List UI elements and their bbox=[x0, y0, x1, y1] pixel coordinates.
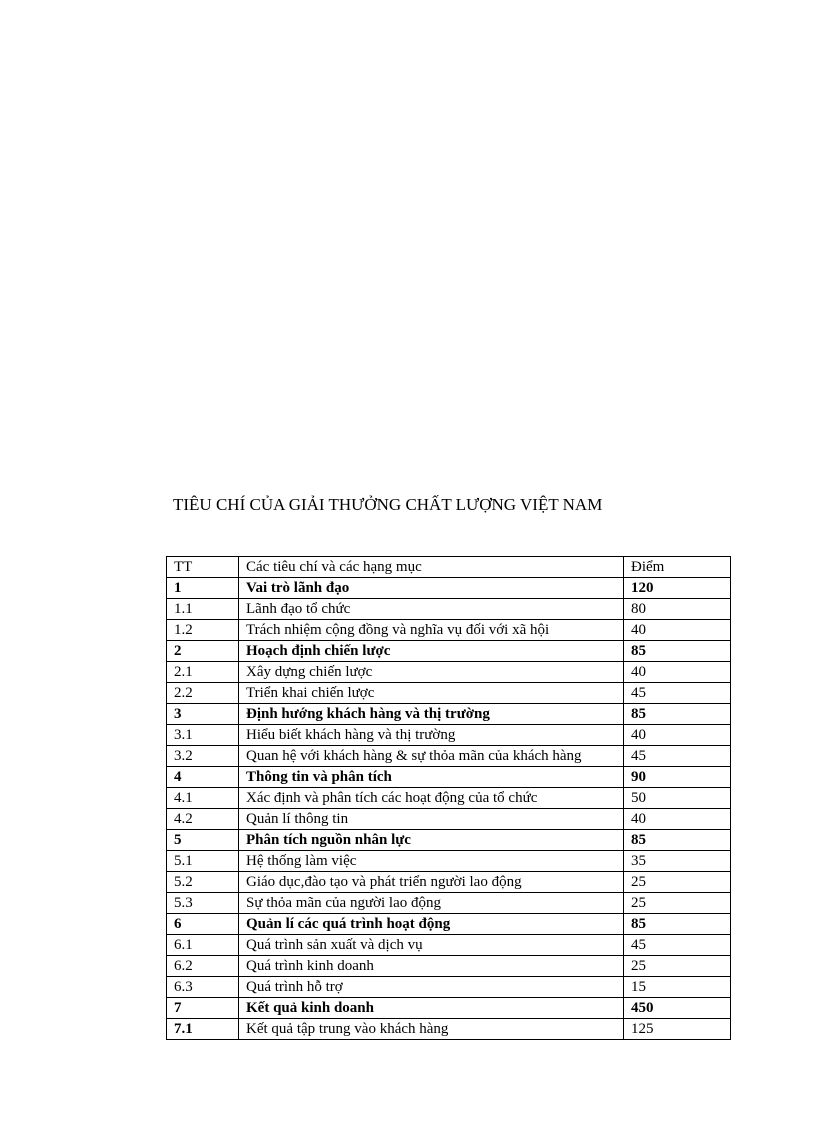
row-number: 4.1 bbox=[167, 788, 239, 809]
table-row bbox=[167, 683, 731, 704]
criterion-score: 45 bbox=[624, 935, 731, 956]
criterion-name: Phân tích nguồn nhân lực bbox=[239, 830, 624, 851]
row-number: 3.2 bbox=[167, 746, 239, 767]
table-group-row bbox=[167, 998, 731, 1019]
criterion-name: Quá trình sản xuất và dịch vụ bbox=[239, 935, 624, 956]
table-row bbox=[167, 662, 731, 683]
criterion-score: 45 bbox=[624, 746, 731, 767]
row-number: 5.3 bbox=[167, 893, 239, 914]
criterion-name: Triển khai chiến lược bbox=[239, 683, 624, 704]
criterion-score: 120 bbox=[624, 578, 731, 599]
criterion-name: Định hướng khách hàng và thị trường bbox=[239, 704, 624, 725]
table-group-row bbox=[167, 830, 731, 851]
header-score: Điểm bbox=[624, 557, 731, 578]
table-group-row bbox=[167, 914, 731, 935]
criteria-table bbox=[166, 556, 731, 1040]
criterion-score: 85 bbox=[624, 830, 731, 851]
row-number: 5.1 bbox=[167, 851, 239, 872]
row-number: 4 bbox=[167, 767, 239, 788]
table-row bbox=[167, 872, 731, 893]
table-row bbox=[167, 893, 731, 914]
criterion-name: Hệ thống làm việc bbox=[239, 851, 624, 872]
table-row bbox=[167, 935, 731, 956]
criterion-score: 40 bbox=[624, 662, 731, 683]
criterion-score: 85 bbox=[624, 704, 731, 725]
table-row bbox=[167, 746, 731, 767]
criterion-name: Quản lí các quá trình hoạt động bbox=[239, 914, 624, 935]
criterion-name: Quá trình hỗ trợ bbox=[239, 977, 624, 998]
row-number: 5 bbox=[167, 830, 239, 851]
criterion-name: Quan hệ với khách hàng & sự thỏa mãn của khách hàng bbox=[239, 746, 624, 767]
table-row bbox=[167, 851, 731, 872]
criterion-name: Kết quả kinh doanh bbox=[239, 998, 624, 1019]
table-row bbox=[167, 956, 731, 977]
row-number: 6.2 bbox=[167, 956, 239, 977]
row-number: 1 bbox=[167, 578, 239, 599]
criterion-name: Thông tin và phân tích bbox=[239, 767, 624, 788]
row-number: 2 bbox=[167, 641, 239, 662]
criterion-score: 15 bbox=[624, 977, 731, 998]
table-group-row bbox=[167, 704, 731, 725]
row-number: 6.3 bbox=[167, 977, 239, 998]
criterion-score: 80 bbox=[624, 599, 731, 620]
criterion-score: 45 bbox=[624, 683, 731, 704]
row-number: 2.1 bbox=[167, 662, 239, 683]
criterion-score: 90 bbox=[624, 767, 731, 788]
table-group-row bbox=[167, 578, 731, 599]
row-number: 2.2 bbox=[167, 683, 239, 704]
table-group-row bbox=[167, 767, 731, 788]
table-row bbox=[167, 599, 731, 620]
table-row bbox=[167, 809, 731, 830]
criterion-score: 40 bbox=[624, 725, 731, 746]
criterion-score: 40 bbox=[624, 809, 731, 830]
table-group-row bbox=[167, 641, 731, 662]
criterion-name: Giáo dục,đào tạo và phát triển người lao động bbox=[239, 872, 624, 893]
criterion-name: Hiểu biết khách hàng và thị trường bbox=[239, 725, 624, 746]
criterion-name: Quá trình kinh doanh bbox=[239, 956, 624, 977]
criterion-name: Xây dựng chiến lược bbox=[239, 662, 624, 683]
criterion-name: Lãnh đạo tổ chức bbox=[239, 599, 624, 620]
criterion-name: Quản lí thông tin bbox=[239, 809, 624, 830]
criterion-name: Trách nhiệm cộng đồng và nghĩa vụ đối với xã hội bbox=[239, 620, 624, 641]
criterion-score: 25 bbox=[624, 872, 731, 893]
row-number: 3.1 bbox=[167, 725, 239, 746]
criterion-name: Kết quả tập trung vào khách hàng bbox=[239, 1019, 624, 1040]
criterion-score: 25 bbox=[624, 893, 731, 914]
row-number: 7.1 bbox=[167, 1019, 239, 1040]
document-title: TIÊU CHÍ CỦA GIẢI THƯỞNG CHẤT LƯỢNG VIỆT NAM bbox=[173, 495, 603, 514]
criterion-score: 125 bbox=[624, 1019, 731, 1040]
table-header-row bbox=[167, 557, 731, 578]
criterion-score: 40 bbox=[624, 620, 731, 641]
row-number: 3 bbox=[167, 704, 239, 725]
criterion-name: Hoạch định chiến lược bbox=[239, 641, 624, 662]
row-number: 7 bbox=[167, 998, 239, 1019]
table-row bbox=[167, 620, 731, 641]
row-number: 1.2 bbox=[167, 620, 239, 641]
table-row bbox=[167, 725, 731, 746]
criterion-score: 450 bbox=[624, 998, 731, 1019]
row-number: 1.1 bbox=[167, 599, 239, 620]
row-number: 5.2 bbox=[167, 872, 239, 893]
table-row bbox=[167, 977, 731, 998]
table-row bbox=[167, 788, 731, 809]
row-number: 4.2 bbox=[167, 809, 239, 830]
criterion-name: Xác định và phân tích các hoạt động của tổ chức bbox=[239, 788, 624, 809]
criteria-table-body bbox=[167, 557, 731, 1040]
criterion-score: 35 bbox=[624, 851, 731, 872]
table-row bbox=[167, 1019, 731, 1040]
criterion-name: Sự thỏa mãn của người lao động bbox=[239, 893, 624, 914]
criterion-name: Vai trò lãnh đạo bbox=[239, 578, 624, 599]
row-number: 6 bbox=[167, 914, 239, 935]
row-number: 6.1 bbox=[167, 935, 239, 956]
criterion-score: 85 bbox=[624, 914, 731, 935]
criterion-score: 50 bbox=[624, 788, 731, 809]
header-criteria: Các tiêu chí và các hạng mục bbox=[239, 557, 624, 578]
criterion-score: 25 bbox=[624, 956, 731, 977]
header-tt: TT bbox=[167, 557, 239, 578]
criterion-score: 85 bbox=[624, 641, 731, 662]
